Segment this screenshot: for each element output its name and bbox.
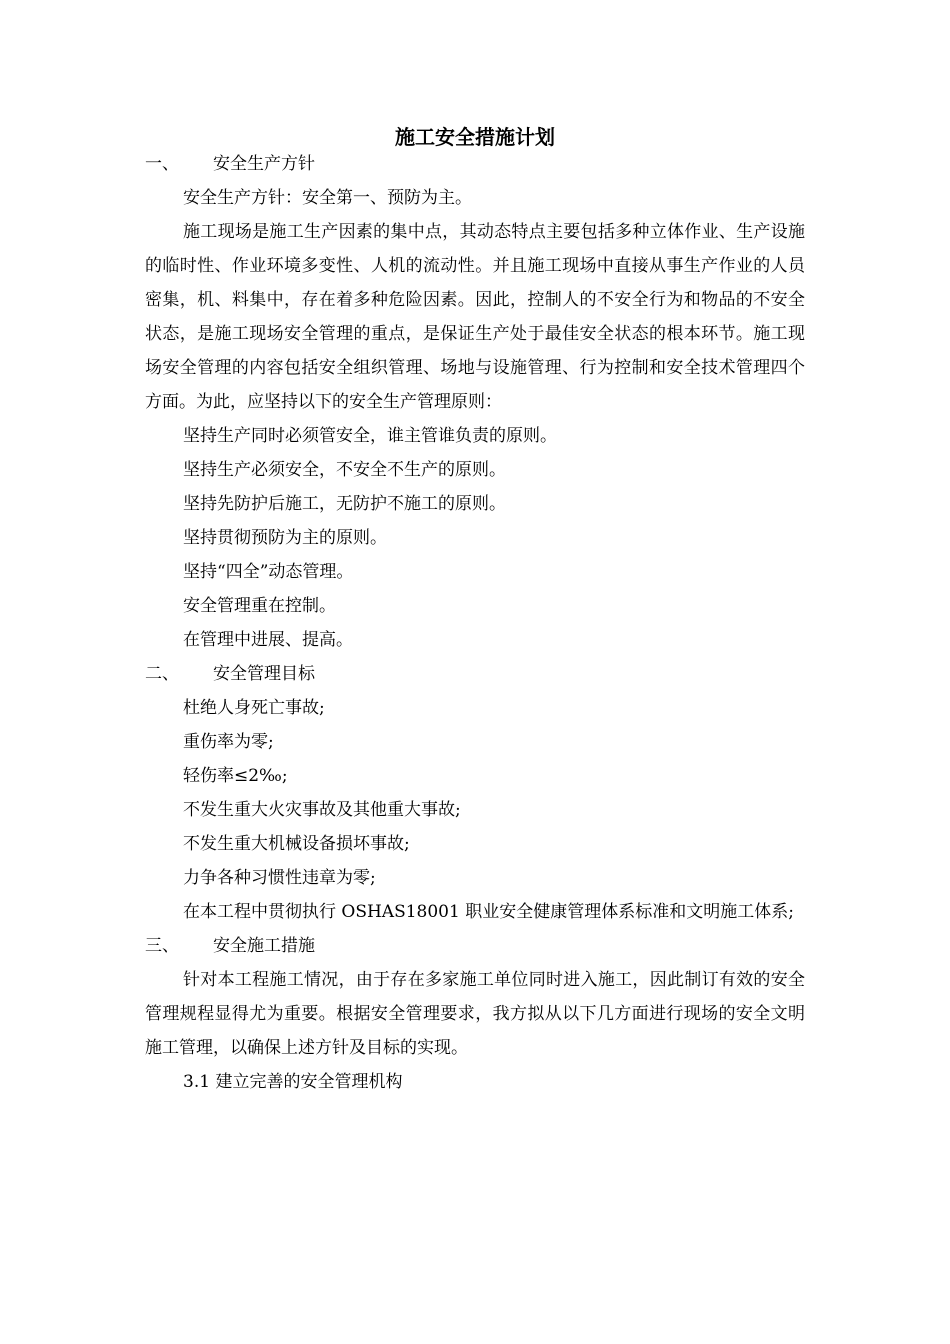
section-title: 安全管理目标 [213, 664, 315, 684]
section-heading-1 [145, 147, 805, 181]
paragraph: 安全管理重在控制。 [183, 596, 336, 616]
paragraph: 重伤率为零; [183, 732, 274, 752]
paragraph: 杜绝人身死亡事故; [183, 698, 325, 718]
section-title: 安全生产方针 [213, 154, 315, 174]
section-title: 安全施工措施 [213, 936, 315, 956]
paragraph: 在管理中进展、提高。 [183, 630, 353, 650]
section-number: 一、 [145, 154, 179, 174]
document-title: 施工安全措施计划 [395, 125, 555, 149]
paragraph: 不发生重大火灾事故及其他重大事故; [183, 800, 461, 820]
paragraph: 坚持生产必须安全，不安全不生产的原则。 [183, 460, 506, 480]
paragraph: 施工现场是施工生产因素的集中点，其动态特点主要包括多种立体作业、生产设施的临时性、作业环境多变性、人机的流动性。并且施工现场中直接从事生产作业的人员密集，机、料集中，存在着多种危险因素。因此，控制人的不安全行为和物品的不安全状态，是施工现场安全管理的重点，是保证生产处于最佳安全状态的根本环节。施工现场安全管理的内容包括安全组织管理、场地与设施管理、行为控制和安全技术管理四个方面。为此，应坚持以下的安全生产管理原则： [145, 222, 805, 412]
paragraph: 针对本工程施工情况，由于存在多家施工单位同时进入施工，因此制订有效的安全 管理规程显得尤为重要。根据安全管理要求，我方拟从以下几方面进行现场的安全文明施工管理，以确保上述方针及目标的实现。 [145, 970, 805, 1058]
section-heading-2 [145, 657, 805, 691]
paragraph: 坚持贯彻预防为主的原则。 [183, 528, 387, 548]
paragraph: 轻伤率≤2‰; [183, 766, 288, 786]
subsection-heading: 3.1 建立完善的安全管理机构 [183, 1072, 403, 1092]
section-number: 三、 [145, 936, 179, 956]
paragraph: 在本工程中贯彻执行 OSHAS18001 职业安全健康管理体系标准和文明施工体系; [183, 902, 794, 922]
section-number: 二、 [145, 664, 179, 684]
paragraph: 坚持生产同时必须管安全，谁主管谁负责的原则。 [183, 426, 557, 446]
paragraph: 安全生产方针：安全第一、预防为主。 [183, 188, 472, 208]
paragraph: 不发生重大机械设备损坏事故; [183, 834, 410, 854]
paragraph: 力争各种习惯性违章为零; [183, 868, 376, 888]
document-body [145, 147, 805, 1099]
paragraph: 坚持“四全”动态管理。 [183, 562, 354, 582]
section-heading-3 [145, 929, 805, 963]
paragraph: 坚持先防护后施工，无防护不施工的原则。 [183, 494, 506, 514]
